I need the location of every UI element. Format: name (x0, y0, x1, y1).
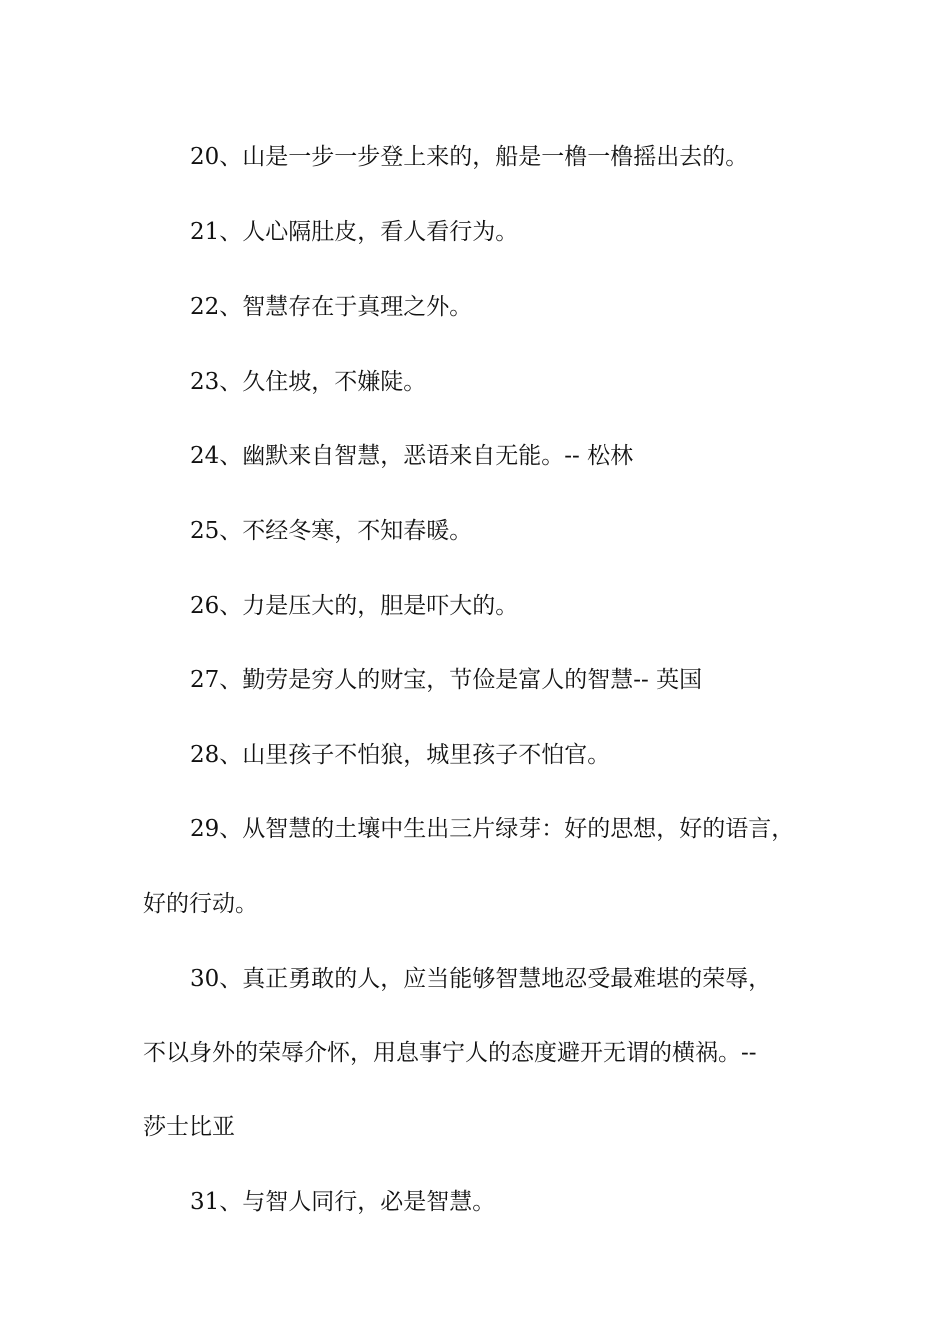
quote-line: 不以身外的荣辱介怀，用息事宁人的态度避开无谓的横祸。-- (143, 1040, 757, 1066)
quote-line: 22、智慧存在于真理之外。 (190, 294, 473, 320)
quote-line: 29、从智慧的土壤中生出三片绿芽：好的思想，好的语言， (190, 816, 795, 842)
quote-line: 21、人心隔肚皮，看人看行为。 (190, 219, 519, 245)
quote-line: 好的行动。 (143, 891, 258, 917)
quote-line: 23、久住坡，不嫌陡。 (190, 369, 427, 395)
quote-line: 30、真正勇敢的人，应当能够智慧地忍受最难堪的荣辱， (190, 966, 772, 992)
quote-line: 31、与智人同行，必是智慧。 (190, 1189, 496, 1215)
quote-line: 27、勤劳是穷人的财宝，节俭是富人的智慧-- 英国 (190, 667, 703, 693)
quote-line: 20、山是一步一步登上来的，船是一橹一橹摇出去的。 (190, 144, 749, 170)
quote-line: 26、力是压大的，胆是吓大的。 (190, 593, 519, 619)
quote-line: 28、山里孩子不怕狼，城里孩子不怕官。 (190, 742, 611, 768)
quote-line: 25、不经冬寒，不知春暖。 (190, 518, 473, 544)
quote-line: 24、幽默来自智慧，恶语来自无能。-- 松林 (190, 443, 634, 469)
quote-line: 莎士比亚 (143, 1114, 235, 1140)
